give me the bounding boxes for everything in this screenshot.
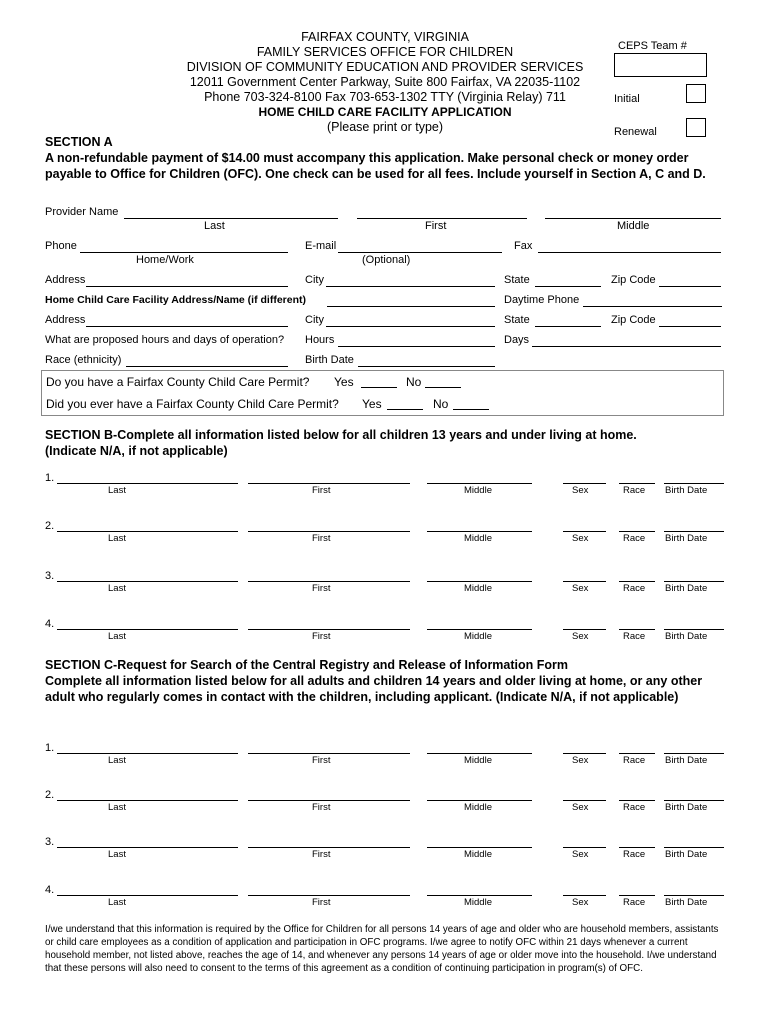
- facility-city-field[interactable]: [326, 326, 495, 327]
- section_c-middle-field[interactable]: [427, 753, 532, 754]
- provider-first-field[interactable]: [357, 218, 527, 219]
- section_c-race-caption: Race: [623, 802, 646, 813]
- section_b-birth-date-field[interactable]: [664, 581, 724, 582]
- section_b-sex-caption: Sex: [572, 485, 589, 496]
- facility-address-field[interactable]: [86, 326, 288, 327]
- section_c-sex-caption: Sex: [572, 755, 589, 766]
- section_c-birth-date-field[interactable]: [664, 895, 724, 896]
- section_c-row-number: 2.: [45, 789, 55, 801]
- section_c-sex-caption: Sex: [572, 849, 589, 860]
- section_b-last-field[interactable]: [57, 483, 238, 484]
- email-field[interactable]: [338, 252, 502, 253]
- section_b-race-field[interactable]: [619, 629, 655, 630]
- provider-last-caption: Last: [204, 220, 225, 232]
- section_b-middle-caption: Middle: [464, 631, 492, 642]
- section_b-birth-date-caption: Birth Date: [665, 631, 708, 642]
- header-phone: Phone 703-324-8100 Fax 703-653-1302 TTY (Virginia Relay) 711: [204, 90, 566, 104]
- permit-question-2: Did you ever have a Fairfax County Child Care Permit?: [46, 397, 339, 411]
- section_c-birth-date-caption: Birth Date: [665, 897, 708, 908]
- permit-q2-yes-field[interactable]: [387, 409, 423, 410]
- section_b-first-field[interactable]: [248, 629, 410, 630]
- section_c-last-field[interactable]: [57, 847, 238, 848]
- section_b-first-caption: First: [312, 631, 331, 642]
- provider-name-label: Provider Name: [45, 206, 119, 218]
- section_b-birth-date-field[interactable]: [664, 531, 724, 532]
- section_b-race-caption: Race: [623, 583, 646, 594]
- phone-label: Phone: [45, 240, 77, 252]
- phone-field[interactable]: [80, 252, 288, 253]
- section_c-sex-field[interactable]: [563, 753, 606, 754]
- section_c-last-field[interactable]: [57, 800, 238, 801]
- renewal-checkbox[interactable]: [686, 118, 706, 137]
- section_c-last-field[interactable]: [57, 753, 238, 754]
- section_c-row-number: 1.: [45, 742, 55, 754]
- consent-paragraph: I/we understand that this information is required by the Office for Children for all persons 14 years of age and older who are household members, assistants or child care employees as a condition of application and participation in OFC programs. I/we agree to notify OFC within 21 days whenever a current household member, not listed above, reaches the age of 14, and whenever any persons 14 years of age or older move into the household. I/we understand that these persons will also need to consent to the terms of this agreement as a condition of continuing participation in program(s) of OFC.: [45, 924, 719, 974]
- section_b-first-field[interactable]: [248, 531, 410, 532]
- section_c-birth-date-field[interactable]: [664, 800, 724, 801]
- section_b-last-field[interactable]: [57, 629, 238, 630]
- header-division: DIVISION OF COMMUNITY EDUCATION AND PROVIDER SERVICES: [186, 60, 584, 74]
- section_c-first-caption: First: [312, 897, 331, 908]
- renewal-label: Renewal: [614, 126, 657, 138]
- header-address: 12011 Government Center Parkway, Suite 800 Fairfax, VA 22035-1102: [189, 75, 581, 89]
- section_c-middle-caption: Middle: [464, 897, 492, 908]
- section_c-race-field[interactable]: [619, 847, 655, 848]
- initial-label: Initial: [614, 93, 640, 105]
- section_b-sex-caption: Sex: [572, 631, 589, 642]
- provider-last-field[interactable]: [124, 218, 338, 219]
- section_c-birth-date-caption: Birth Date: [665, 802, 708, 813]
- optional-caption: (Optional): [362, 254, 411, 266]
- provider-middle-caption: Middle: [617, 220, 650, 232]
- facility-zip-field[interactable]: [659, 326, 721, 327]
- section_b-middle-field[interactable]: [427, 629, 532, 630]
- section_c-middle-caption: Middle: [464, 755, 492, 766]
- section_b-last-field[interactable]: [57, 531, 238, 532]
- section_b-last-field[interactable]: [57, 581, 238, 582]
- section_c-race-caption: Race: [623, 755, 646, 766]
- section-b-heading: SECTION B-Complete all information listed below for all children 13 years and under living at home.: [45, 428, 637, 442]
- section_b-last-caption: Last: [108, 485, 126, 496]
- provider-middle-field[interactable]: [545, 218, 721, 219]
- section_b-race-field[interactable]: [619, 483, 655, 484]
- facility-field[interactable]: [327, 306, 495, 307]
- section_b-race-field[interactable]: [619, 581, 655, 582]
- section_c-sex-caption: Sex: [572, 802, 589, 813]
- section_b-row-number: 2.: [45, 520, 55, 532]
- city-label: City: [305, 274, 324, 286]
- section_c-first-caption: First: [312, 755, 331, 766]
- section_c-race-caption: Race: [623, 849, 646, 860]
- permit-q1-yes-label: Yes: [334, 375, 354, 389]
- section_c-race-field[interactable]: [619, 895, 655, 896]
- permit-q2-yes-label: Yes: [362, 397, 382, 411]
- hours-field[interactable]: [338, 346, 495, 347]
- city-field[interactable]: [326, 286, 495, 287]
- section_b-birth-date-caption: Birth Date: [665, 533, 708, 544]
- section_b-sex-field[interactable]: [563, 581, 606, 582]
- section_b-row-number: 3.: [45, 570, 55, 582]
- section-a-heading: SECTION A: [45, 135, 113, 149]
- permit-q1-no-field[interactable]: [425, 387, 461, 388]
- address-label: Address: [45, 274, 86, 286]
- section_b-sex-field[interactable]: [563, 483, 606, 484]
- section-c-instructions: Complete all information listed below for all adults and children 14 years and older living at home, or any other adult who regularly comes in contact with the children, including applicant. (Indicate N/A, if not applicable): [45, 674, 703, 704]
- section_c-last-field[interactable]: [57, 895, 238, 896]
- race-label: Race (ethnicity): [45, 354, 122, 366]
- days-field[interactable]: [532, 346, 721, 347]
- section_c-first-caption: First: [312, 849, 331, 860]
- section_c-middle-caption: Middle: [464, 849, 492, 860]
- section_b-sex-field[interactable]: [563, 629, 606, 630]
- section_b-middle-field[interactable]: [427, 581, 532, 582]
- section_c-birth-date-field[interactable]: [664, 753, 724, 754]
- section_b-race-caption: Race: [623, 533, 646, 544]
- section_c-sex-field[interactable]: [563, 800, 606, 801]
- section_b-sex-caption: Sex: [572, 583, 589, 594]
- section_c-sex-caption: Sex: [572, 897, 589, 908]
- header-office: FAMILY SERVICES OFFICE FOR CHILDREN: [256, 45, 514, 59]
- race-field[interactable]: [126, 366, 288, 367]
- hours-label: Hours: [305, 334, 335, 346]
- section_b-middle-caption: Middle: [464, 533, 492, 544]
- section_c-row-number: 3.: [45, 836, 55, 848]
- section_b-row-number: 4.: [45, 618, 55, 630]
- address-field[interactable]: [86, 286, 288, 287]
- initial-checkbox[interactable]: [686, 84, 706, 103]
- section_c-last-caption: Last: [108, 755, 126, 766]
- hours-question: What are proposed hours and days of operation?: [45, 334, 285, 346]
- section_b-first-caption: First: [312, 583, 331, 594]
- zip-label: Zip Code: [611, 274, 656, 286]
- section-c-heading: SECTION C-Request for Search of the Central Registry and Release of Information Form: [45, 658, 569, 672]
- section_c-middle-field[interactable]: [427, 800, 532, 801]
- section_b-sex-field[interactable]: [563, 531, 606, 532]
- section_b-race-field[interactable]: [619, 531, 655, 532]
- facility-label: Home Child Care Facility Address/Name (if different): [45, 294, 306, 306]
- section_c-sex-field[interactable]: [563, 895, 606, 896]
- section_b-sex-caption: Sex: [572, 533, 589, 544]
- section_c-first-caption: First: [312, 802, 331, 813]
- section_b-first-caption: First: [312, 485, 331, 496]
- form-title: HOME CHILD CARE FACILITY APPLICATION: [258, 105, 512, 119]
- section_c-birth-date-caption: Birth Date: [665, 755, 708, 766]
- permit-q1-no-label: No: [406, 375, 422, 389]
- birth-date-label: Birth Date: [305, 354, 354, 366]
- section_b-middle-caption: Middle: [464, 485, 492, 496]
- section_b-last-caption: Last: [108, 631, 126, 642]
- state-field[interactable]: [535, 286, 601, 287]
- section_c-row-number: 4.: [45, 884, 55, 896]
- facility-city-label: City: [305, 314, 324, 326]
- section_c-last-caption: Last: [108, 849, 126, 860]
- ceps-team-label: CEPS Team #: [618, 40, 687, 52]
- provider-first-caption: First: [425, 220, 447, 232]
- facility-state-label: State: [504, 314, 530, 326]
- section_c-race-field[interactable]: [619, 753, 655, 754]
- ceps-team-field[interactable]: [614, 53, 707, 77]
- section_c-race-caption: Race: [623, 897, 646, 908]
- birth-date-field[interactable]: [358, 366, 495, 367]
- section_b-middle-field[interactable]: [427, 483, 532, 484]
- section_c-race-field[interactable]: [619, 800, 655, 801]
- permit-q2-no-field[interactable]: [453, 409, 489, 410]
- permit-question-1: Do you have a Fairfax County Child Care Permit?: [46, 375, 310, 389]
- section_c-last-caption: Last: [108, 897, 126, 908]
- section_b-race-caption: Race: [623, 485, 646, 496]
- section_b-middle-field[interactable]: [427, 531, 532, 532]
- section_c-birth-date-caption: Birth Date: [665, 849, 708, 860]
- section_b-first-caption: First: [312, 533, 331, 544]
- header-county: FAIRFAX COUNTY, VIRGINIA: [301, 30, 469, 44]
- section_b-middle-caption: Middle: [464, 583, 492, 594]
- facility-state-field[interactable]: [535, 326, 601, 327]
- facility-address-label: Address: [45, 314, 86, 326]
- fax-label: Fax: [514, 240, 533, 252]
- section_b-birth-date-field[interactable]: [664, 629, 724, 630]
- section_b-last-caption: Last: [108, 583, 126, 594]
- section-a-notice: A non-refundable payment of $14.00 must accompany this application. Make personal check or money order payable to Office for Children (OFC). One check can be used for all fees. Include yourself in Section A, C and D.: [45, 151, 706, 181]
- email-label: E-mail: [305, 240, 337, 252]
- section_b-race-caption: Race: [623, 631, 646, 642]
- section_b-birth-date-caption: Birth Date: [665, 583, 708, 594]
- state-label: State: [504, 274, 530, 286]
- section_c-first-field[interactable]: [248, 800, 410, 801]
- daytime-phone-label: Daytime Phone: [504, 294, 580, 306]
- section_c-middle-field[interactable]: [427, 895, 532, 896]
- section_c-middle-field[interactable]: [427, 847, 532, 848]
- daytime-phone-field[interactable]: [583, 306, 722, 307]
- section_c-first-field[interactable]: [248, 895, 410, 896]
- permit-q2-no-label: No: [433, 397, 449, 411]
- fax-field[interactable]: [538, 252, 721, 253]
- section_b-first-field[interactable]: [248, 581, 410, 582]
- home-work-caption: Home/Work: [136, 254, 194, 266]
- section_c-middle-caption: Middle: [464, 802, 492, 813]
- section-b-note: (Indicate N/A, if not applicable): [45, 444, 228, 458]
- section_c-last-caption: Last: [108, 802, 126, 813]
- section_b-birth-date-field[interactable]: [664, 483, 724, 484]
- section_c-birth-date-field[interactable]: [664, 847, 724, 848]
- section_c-sex-field[interactable]: [563, 847, 606, 848]
- zip-field[interactable]: [659, 286, 721, 287]
- section_b-birth-date-caption: Birth Date: [665, 485, 708, 496]
- section_b-first-field[interactable]: [248, 483, 410, 484]
- section_b-last-caption: Last: [108, 533, 126, 544]
- permit-q1-yes-field[interactable]: [361, 387, 397, 388]
- form-instructions: (Please print or type): [326, 120, 444, 134]
- section_c-first-field[interactable]: [248, 753, 410, 754]
- facility-zip-label: Zip Code: [611, 314, 656, 326]
- section_c-first-field[interactable]: [248, 847, 410, 848]
- days-label: Days: [504, 334, 530, 346]
- section_b-row-number: 1.: [45, 472, 55, 484]
